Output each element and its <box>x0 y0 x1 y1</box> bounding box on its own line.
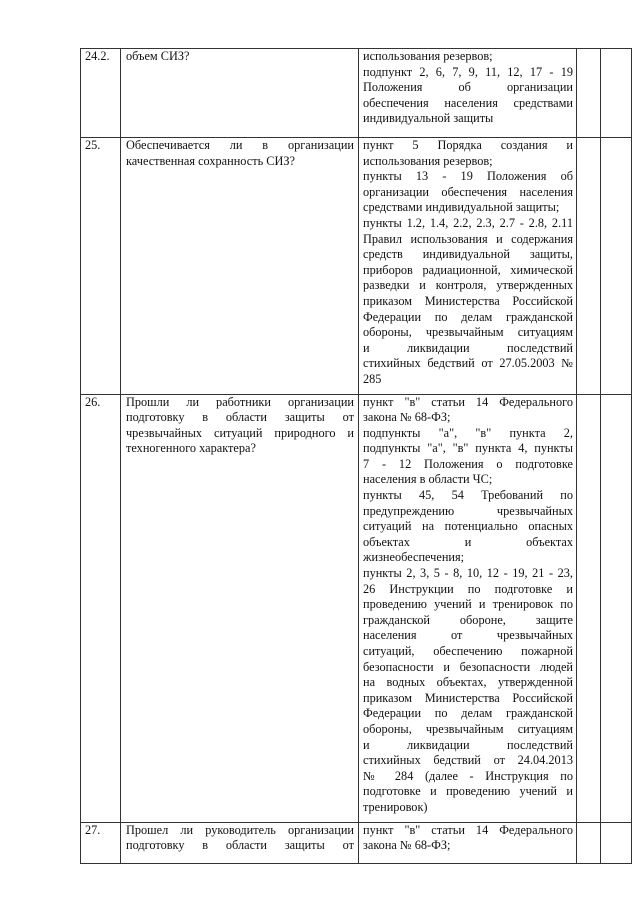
reference-line: 26 Инструкции по подготовке и <box>363 581 573 596</box>
checklist-table-body <box>81 49 632 864</box>
checklist-table <box>80 48 632 864</box>
requirement-reference-cell <box>359 394 577 822</box>
reference-line: № 284 (далее - Инструкция по <box>363 768 573 783</box>
reference-line: обороны, чрезвычайным ситуациям <box>363 721 573 736</box>
reference-line: пункты 1.2, 1.4, 2.2, 2.3, 2.7 - 2.8, 2.11 <box>363 215 573 230</box>
reference-line: приказом Министерства Российской <box>363 293 573 308</box>
reference-line: жизнеобеспечения; <box>363 550 465 565</box>
reference-line: разведки и контроля, утвержденных <box>363 278 573 293</box>
requirement-reference-cell <box>359 49 577 138</box>
reference-line: пункты 45, 54 Требований по <box>363 488 573 503</box>
reference-line: ситуаций на потенциально опасных <box>363 519 573 534</box>
reference-line: на водных объектах, утвержденной <box>363 675 573 690</box>
question-cell <box>121 138 359 395</box>
empty-note-cell <box>601 138 632 395</box>
reference-line: тренировок) <box>363 799 428 814</box>
reference-line: Федерации по делам гражданской <box>363 706 573 721</box>
reference-line: использования резервов; <box>363 153 493 168</box>
reference-line: закона № 68-ФЗ; <box>363 838 451 853</box>
reference-line: объектах и объектах <box>363 534 573 549</box>
empty-answer-cell <box>577 822 601 863</box>
question-cell <box>121 49 359 138</box>
question-line: техногенного характера? <box>126 441 256 456</box>
table-row <box>81 394 632 822</box>
question-line: подготовку в области защиты от <box>126 410 354 425</box>
reference-line: организации обеспечения населения <box>363 184 573 199</box>
empty-answer-cell <box>577 49 601 138</box>
reference-line: Правил использования и содержания <box>363 231 573 246</box>
table-row <box>81 822 632 863</box>
question-line: подготовку в области защиты от <box>126 838 354 853</box>
reference-line: населения в области ЧС; <box>363 472 493 487</box>
table-row <box>81 49 632 138</box>
reference-line: подготовке и проведению учений и <box>363 784 573 799</box>
reference-line: закона № 68-ФЗ; <box>363 410 451 425</box>
question-cell <box>121 394 359 822</box>
empty-note-cell <box>601 49 632 138</box>
empty-answer-cell <box>577 394 601 822</box>
question-line: Прошли ли работники организации <box>126 394 354 409</box>
reference-line: Федерации по делам гражданской <box>363 309 573 324</box>
table-row <box>81 138 632 395</box>
item-number: 27. <box>81 822 121 863</box>
reference-line: 285 <box>363 371 382 386</box>
question-cell <box>121 822 359 863</box>
reference-line: пункт "в" статьи 14 Федерального <box>363 822 573 837</box>
question-line: объем СИЗ? <box>126 49 190 63</box>
reference-line: предупреждению чрезвычайных <box>363 503 573 518</box>
item-number: 24.2. <box>81 49 121 138</box>
reference-line: Положения об организации <box>363 80 573 95</box>
empty-answer-cell <box>577 138 601 395</box>
question-line: чрезвычайных ситуаций природного и <box>126 425 354 440</box>
reference-line: ситуаций, обеспечению пожарной <box>363 644 573 658</box>
reference-line: гражданской обороне, защите <box>363 612 573 627</box>
reference-line: проведению учений и тренировок по <box>363 597 573 612</box>
reference-line: обеспечения населения средствами <box>363 95 573 110</box>
requirement-reference-cell <box>359 822 577 863</box>
reference-line: стихийных бедствий от 27.05.2003 № <box>363 356 573 371</box>
reference-line: пункт 5 Порядка создания и <box>363 138 573 152</box>
reference-line: средствами индивидуальной защиты; <box>363 200 560 215</box>
requirement-reference-cell <box>359 138 577 395</box>
question-line: качественная сохранность СИЗ? <box>126 153 295 168</box>
empty-note-cell <box>601 822 632 863</box>
reference-line: и ликвидации последствий <box>363 737 573 752</box>
item-number: 26. <box>81 394 121 822</box>
reference-line: безопасности и безопасности людей <box>363 659 573 674</box>
reference-line: 7 - 12 Положения о подготовке <box>363 456 573 471</box>
empty-note-cell <box>601 394 632 822</box>
reference-line: средств индивидуальной защиты, <box>363 247 573 262</box>
reference-line: населения от чрезвычайных <box>363 628 573 643</box>
question-line: Обеспечивается ли в организации <box>126 138 354 152</box>
question-line: Прошел ли руководитель организации <box>126 822 354 837</box>
reference-line: использования резервов; <box>363 49 493 63</box>
reference-line: пункты 2, 3, 5 - 8, 10, 12 - 19, 21 - 23, <box>363 566 573 581</box>
reference-line: подпункт 2, 6, 7, 9, 11, 12, 17 - 19 <box>363 64 573 79</box>
reference-line: и ликвидации последствий <box>363 340 573 355</box>
item-number: 25. <box>81 138 121 395</box>
reference-line: пункты 13 - 19 Положения об <box>363 169 573 184</box>
reference-line: подпункты "а", "в" пункта 2, <box>363 425 573 440</box>
reference-line: приказом Министерства Российской <box>363 690 573 705</box>
reference-line: пункт "в" статьи 14 Федерального <box>363 394 573 409</box>
reference-line: обороны, чрезвычайным ситуациям <box>363 325 573 340</box>
reference-line: стихийных бедствий от 24.04.2013 <box>363 753 573 768</box>
reference-line: индивидуальной защиты <box>363 111 494 126</box>
reference-line: подпункты "а", "в" пункта 4, пункты <box>363 441 573 456</box>
reference-line: приборов радиационной, химической <box>363 262 573 277</box>
